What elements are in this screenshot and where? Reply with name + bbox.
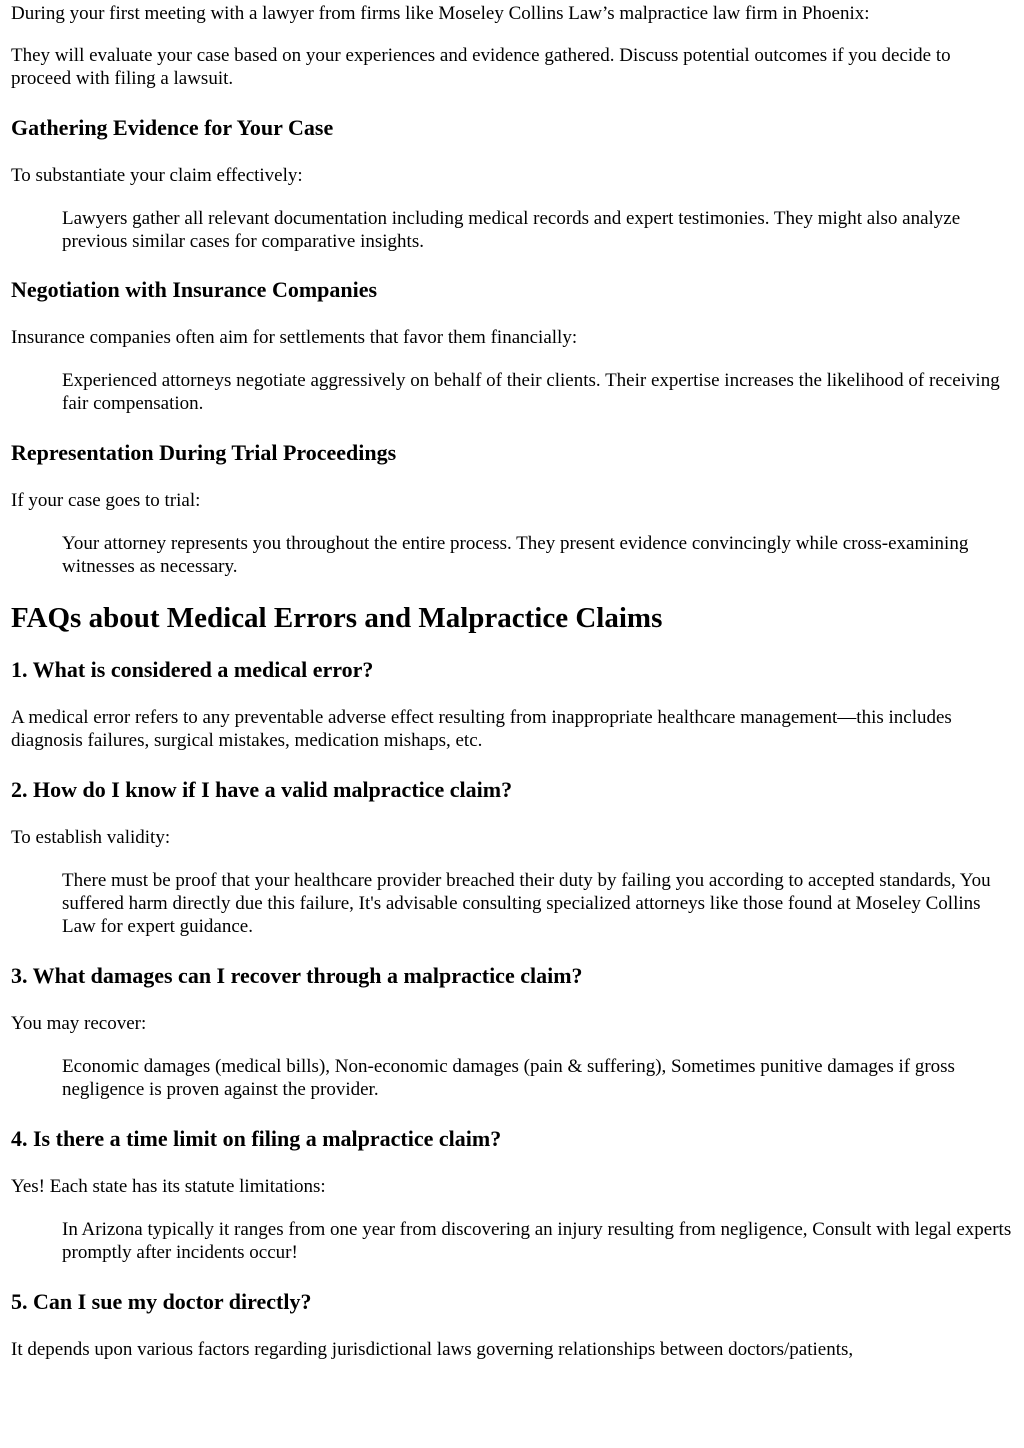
section-quote: Experienced attorneys negotiate aggressively on behalf of their clients. Their expertise increases the likelihood of receiving fair compensation. (62, 370, 1000, 414)
section-heading: Negotiation with Insurance Companies (11, 277, 378, 302)
section-heading: Gathering Evidence for Your Case (11, 115, 334, 140)
faq-question: 5. Can I sue my doctor directly? (11, 1289, 312, 1314)
faq-quote: Economic damages (medical bills), Non-economic damages (pain & suffering), Sometimes punitive damages if gross negligence is proven against the provider. (62, 1056, 955, 1100)
section-lead: If your case goes to trial: (11, 490, 201, 511)
faq-quote: In Arizona typically it ranges from one year from discovering an injury resulting from negligence, Consult with legal experts promptly after incidents occur! (62, 1219, 1012, 1263)
faq-lead: To establish validity: (11, 827, 171, 848)
article-body (0, 2, 1024, 1361)
faq-answer: A medical error refers to any preventable adverse effect resulting from inappropriate healthcare management—this includes diagnosis failures, surgical mistakes, medication mishaps, etc. (11, 707, 952, 751)
intro-paragraph: During your first meeting with a lawyer from firms like Moseley Collins Law’s malpractice law firm in Phoenix: (11, 3, 870, 24)
faq-question: 4. Is there a time limit on filing a malpractice claim? (11, 1126, 502, 1151)
faq-lead: You may recover: (11, 1013, 147, 1034)
faq-title: FAQs about Medical Errors and Malpractice Claims (11, 602, 663, 634)
faq-answer: It depends upon various factors regarding jurisdictional laws governing relationships between doctors/patients, (11, 1339, 854, 1360)
section-heading: Representation During Trial Proceedings (11, 440, 397, 465)
section-lead: Insurance companies often aim for settlements that favor them financially: (11, 327, 578, 348)
faq-question: 2. How do I know if I have a valid malpractice claim? (11, 777, 513, 802)
faq-quote: There must be proof that your healthcare provider breached their duty by failing you according to accepted standards, You suffered harm directly due this failure, It's advisable consulting specialized attorneys like those found at Moseley Collins Law for expert guidance. (62, 870, 991, 937)
section-quote: Your attorney represents you throughout the entire process. They present evidence convincingly while cross-examining witnesses as necessary. (62, 533, 969, 577)
faq-question: 3. What damages can I recover through a malpractice claim? (11, 963, 583, 988)
section-lead: To substantiate your claim effectively: (11, 165, 303, 186)
section-quote: Lawyers gather all relevant documentation including medical records and expert testimonies. They might also analyze previous similar cases for comparative insights. (62, 208, 961, 252)
intro-paragraph: They will evaluate your case based on your experiences and evidence gathered. Discuss potential outcomes if you decide to proceed with filing a lawsuit. (11, 45, 951, 89)
faq-lead: Yes! Each state has its statute limitations: (11, 1176, 326, 1197)
faq-question: 1. What is considered a medical error? (11, 657, 374, 682)
